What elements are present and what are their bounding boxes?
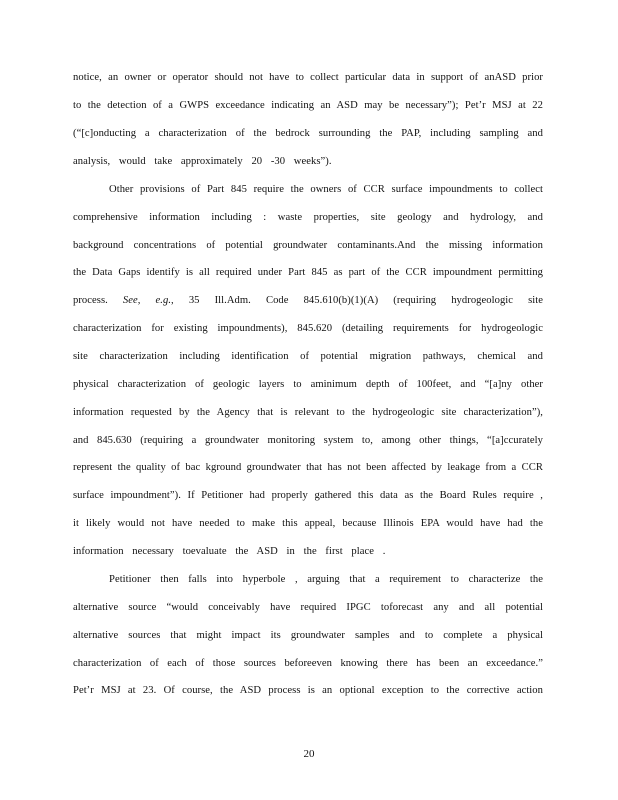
body-line: characterization for existing impoundments), 845.620 (detailing requirements for hydrogeologic [73, 323, 543, 334]
citation-word: process. [73, 295, 108, 306]
body-line: alternative source “would conceivably have required IPGC toforecast any and all potential [73, 602, 543, 613]
paragraph-first-line: Other provisions of Part 845 require the owners of CCR surface impoundments to collect [109, 184, 543, 195]
body-line: to the detection of a GWPS exceedance indicating an ASD may be necessary”); Pet’r MSJ at 22 [73, 100, 543, 111]
citation-signal-see: See, [122, 295, 141, 306]
paragraph-first-line: Petitioner then falls into hyperbole , arguing that a requirement to characterize the [109, 574, 543, 585]
page-number: 20 [303, 748, 315, 760]
body-line: surface impoundment”). If Petitioner had properly gathered this data as the Board Rules require , [73, 490, 543, 501]
body-line: the Data Gaps identify is all required under Part 845 as part of the CCR impoundment permitting [73, 267, 543, 278]
citation-line [73, 293, 543, 309]
body-line: characterization of each of those sources beforeeven knowing there has been an exceedance.” [73, 658, 543, 669]
body-line: physical characterization of geologic layers to aminimum depth of 100feet, and “[a]ny other [73, 379, 543, 390]
body-line: information necessary toevaluate the ASD in the first place . [73, 546, 386, 557]
body-line: it likely would not have needed to make this appeal, because Illinois EPA would have had the [73, 518, 543, 529]
body-line: analysis, would take approximately 20 -30 weeks”). [73, 156, 332, 167]
body-line: alternative sources that might impact its groundwater samples and to complete a physical [73, 630, 543, 641]
body-line: information requested by the Agency that is relevant to the hydrogeologic site characterization”), [73, 407, 543, 418]
body-line: and 845.630 (requiring a groundwater monitoring system to, among other things, “[a]ccurately [73, 435, 543, 446]
body-line: (“[c]onducting a characterization of the bedrock surrounding the PAP, including sampling and [73, 128, 543, 139]
citation-signal-eg: e.g., [155, 295, 174, 306]
body-line: site characterization including identification of potential migration pathways, chemical and [73, 351, 543, 362]
body-line: Pet’r MSJ at 23. Of course, the ASD process is an optional exception to the corrective action [73, 685, 543, 696]
body-line: represent the quality of bac kground groundwater that has not been affected by leakage from a CCR [73, 462, 543, 473]
body-line: notice, an owner or operator should not have to collect particular data in support of anASD prior [73, 72, 543, 83]
citation-text: 35 Ill.Adm. Code 845.610(b)(1)(A) (requiring hydrogeologic site [188, 295, 544, 306]
body-line: background concentrations of potential groundwater contaminants.And the missing information [73, 240, 543, 251]
body-line: comprehensive information including : waste properties, site geology and hydrology, and [73, 212, 543, 223]
